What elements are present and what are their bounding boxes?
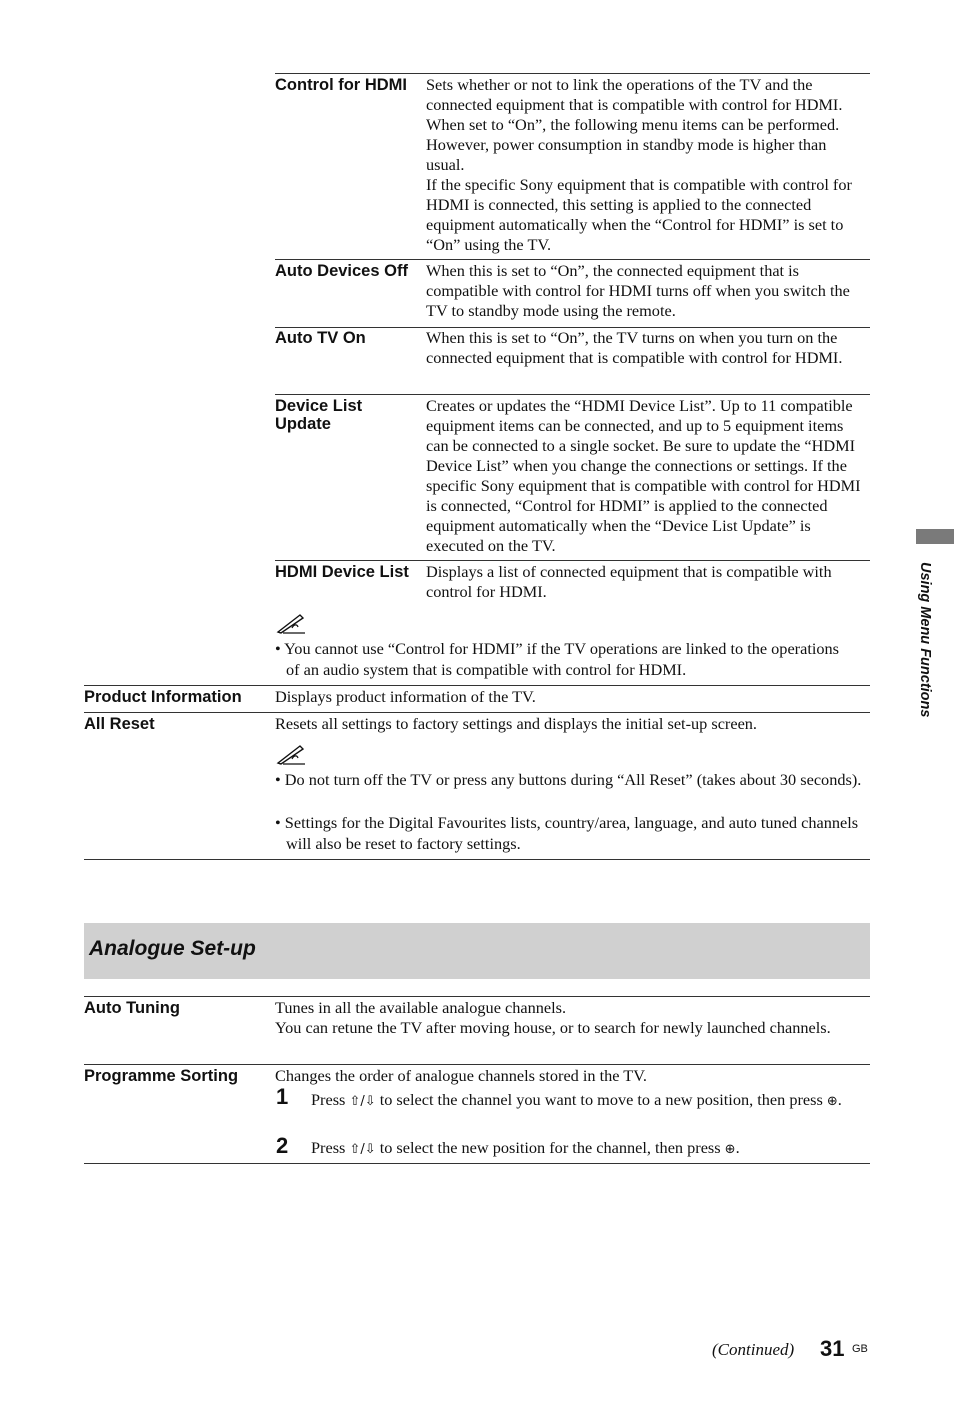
step-number: 1 [276,1084,289,1109]
term-auto-devices-off: Auto Devices Off [275,262,408,280]
enter-button-icon: ⊕ [724,1142,736,1157]
term-device-list-update: Device List Update [275,397,363,433]
term-hdmi-device-list: HDMI Device List [275,563,409,581]
desc-paragraph: Sets whether or not to link the operations of the TV and the connected equipment that is compatible with control for HDMI. When set to “On”, the following menu items can be performed. However, power consumption in standby mode is higher than usual. [426,75,843,174]
desc-product-information: Displays product information of the TV. [275,687,536,706]
desc-hdmi-device-list: Displays a list of connected equipment that is compatible with control for HDMI. [426,562,832,601]
note-bullet: • Settings for the Digital Favourites lists, country/area, language, and auto tuned channels will also be reset to factory settings. [275,813,859,853]
rule [275,394,870,395]
desc-auto-devices-off: When this is set to “On”, the connected equipment that is compatible with control for HDMI turns off when you switch the TV to standby mode using the remote. [426,261,850,320]
step-text-part: . [837,1090,842,1109]
step-text-part: Press [311,1090,350,1109]
up-down-arrow-icon: ⇧/⇩ [349,1142,376,1157]
rule [84,712,870,713]
note-bullet: • Do not turn off the TV or press any buttons during “All Reset” (takes about 30 seconds). [275,770,862,789]
term-auto-tuning: Auto Tuning [84,999,180,1017]
step-text-part: . [735,1138,740,1157]
section-header-bar [84,923,870,979]
note-text: Do not turn off the TV or press any buttons during “All Reset” (takes about 30 seconds). [284,770,862,789]
enter-button-icon: ⊕ [826,1094,838,1109]
desc-auto-tv-on: When this is set to “On”, the TV turns on when you turn on the connected equipment that is compatible with control for HDMI. [426,328,843,367]
desc-all-reset: Resets all settings to factory settings and displays the initial set-up screen. [275,714,758,733]
step-text [311,1089,866,1112]
desc-programme-sorting: Changes the order of analogue channels stored in the TV. [275,1066,647,1085]
desc-paragraph: If the specific Sony equipment that is compatible with control for HDMI is connected, this setting is applied to the connected equipment automatically when the “Control for HDMI” is set to “On” using the TV. [426,175,852,254]
step-text-part: Press [311,1138,350,1157]
rule [84,1064,870,1065]
rule [84,996,870,997]
section-title: Analogue Set-up [89,937,256,960]
term-all-reset: All Reset [84,715,155,733]
pencil-note-icon [276,743,306,765]
desc-device-list-update: Creates or updates the “HDMI Device List”. Up to 11 compatible equipment items can be connected, and up to 5 equipment items can be connected to a single socket. Be sure to update the “HDMI Device List” when you change the connections or settings. If the specific Sony equipment that is compatible with control for HDMI is connected, “Control for HDMI” is applied to the connected equipment automatically when the “Device List Update” is executed on the TV. [426,396,861,555]
continued-label: (Continued) [712,1340,795,1359]
term-product-information: Product Information [84,688,242,706]
term-control-for-hdmi: Control for HDMI [275,76,407,94]
note-text: Settings for the Digital Favourites lists, country/area, language, and auto tuned channels will also be reset to factory settings. [284,813,859,853]
note-bullet: • You cannot use “Control for HDMI” if the TV operations are linked to the operations of an audio system that is compatible with control for HDMI. [275,639,839,679]
desc-control-for-hdmi [426,75,866,255]
step-text-part: to select the channel you want to move to a new position, then press [375,1090,827,1109]
rule [84,859,870,860]
rule [84,1163,870,1164]
step-text-part: to select the new position for the channel, then press [375,1138,725,1157]
desc-paragraph: Tunes in all the available analogue channels. [275,998,567,1017]
desc-paragraph: You can retune the TV after moving house, or to search for newly launched channels. [275,1018,831,1037]
step-text [311,1137,866,1160]
pencil-note-icon [276,612,306,634]
side-tab-marker [916,529,954,544]
term-auto-tv-on: Auto TV On [275,329,366,347]
up-down-arrow-icon: ⇧/⇩ [349,1094,376,1109]
step-number: 2 [276,1133,289,1158]
term-programme-sorting: Programme Sorting [84,1067,239,1085]
side-section-label: Using Menu Functions [917,562,933,718]
note-text: You cannot use “Control for HDMI” if the TV operations are linked to the operations of an audio system that is compatible with control for HDMI. [284,639,839,679]
desc-auto-tuning [275,998,835,1038]
rule [275,560,870,561]
rule [84,685,870,686]
rule [275,259,870,260]
page-suffix: GB [852,1343,868,1355]
rule [275,73,870,74]
page-number: 31 [820,1336,845,1361]
